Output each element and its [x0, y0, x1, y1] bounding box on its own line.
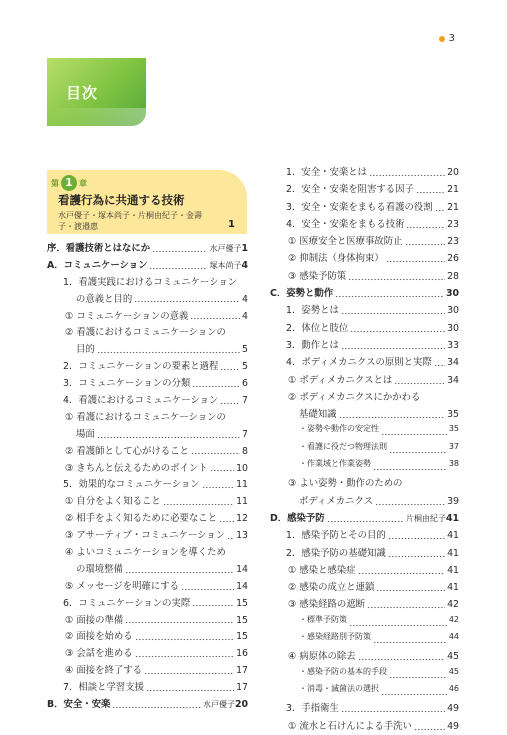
- toc-entry[interactable]: [270, 458, 459, 475]
- toc-entry-title: ① 流水と石けんによる手洗い: [288, 720, 412, 732]
- toc-entry[interactable]: [270, 406, 459, 423]
- toc-entry-title: ・作業域と作業姿勢: [299, 459, 371, 469]
- toc-entry-title: 場面: [76, 428, 95, 440]
- toc-entry[interactable]: [270, 441, 459, 458]
- toc-entry[interactable]: [270, 216, 459, 233]
- toc-entry-author: 片桐由紀子: [405, 513, 446, 523]
- toc-entry[interactable]: [47, 308, 248, 325]
- toc-entry-title: B．安全・安楽: [47, 699, 111, 711]
- toc-entry-title: ③ 感染経路の遮断: [288, 599, 366, 611]
- toc-entry-author: 水戸優子: [202, 700, 235, 710]
- toc-entry-title: ③ アサーティブ・コミュニケーション: [65, 530, 226, 542]
- toc-entry[interactable]: [47, 409, 248, 426]
- dot-leader: [125, 612, 234, 629]
- dot-leader: [350, 320, 445, 337]
- toc-entry-title: ボディメカニクス: [299, 495, 374, 507]
- dot-leader: [219, 510, 234, 527]
- dot-leader: [135, 628, 234, 645]
- toc-entry-page: 15: [236, 597, 248, 609]
- toc-entry-title: ③ よい姿勢・動作のための: [288, 478, 403, 490]
- toc-entry-title: の意義と目的: [76, 293, 133, 305]
- toc-entry-page: 35: [447, 409, 459, 421]
- toc-entry-title: 1．感染予防とその目的: [286, 530, 386, 542]
- toc-entry[interactable]: [270, 320, 459, 337]
- toc-entry[interactable]: [47, 257, 248, 274]
- dot-leader: [146, 679, 234, 696]
- dot-leader: [434, 354, 445, 371]
- toc-entry-title: ⑤ メッセージを明確にする: [65, 580, 179, 592]
- chapter-title: 看護行為に共通する技術: [58, 193, 185, 207]
- chapter-authors: 水戸優子・塚本尚子・片桐由紀子・金壽子・渡邉惠: [58, 211, 202, 231]
- toc-entry-title: ② 相手をよく知るために必要なこと: [65, 513, 218, 525]
- chapter-heading[interactable]: [47, 170, 247, 234]
- toc-entry-page: 7: [242, 395, 248, 407]
- toc-entry[interactable]: [270, 631, 459, 648]
- dot-leader: [348, 268, 445, 285]
- toc-entry[interactable]: [47, 324, 248, 341]
- toc-entry-page: 11: [236, 479, 248, 491]
- toc-entry-page: 17: [236, 682, 248, 694]
- toc-entry-title: 目的: [76, 344, 95, 356]
- toc-entry-title: 3．コミュニケーションの分類: [63, 378, 191, 390]
- toc-entry-page: 14: [236, 580, 248, 592]
- dot-leader: [163, 493, 234, 510]
- toc-entry-title: 5．効果的なコミュニケーション: [63, 479, 200, 491]
- dot-leader: [135, 645, 234, 662]
- toc-entry[interactable]: [270, 372, 459, 389]
- toc-entry-title: ① 看護におけるコミュニケーションの: [65, 411, 226, 423]
- toc-entry[interactable]: [270, 423, 459, 440]
- toc-entry-page: 1: [241, 243, 248, 254]
- dot-leader: [394, 372, 445, 389]
- toc-entry-page: 16: [236, 648, 248, 660]
- toc-entry-title: 序．看護技術とはなにか: [47, 243, 151, 254]
- toc-entry[interactable]: [270, 527, 459, 544]
- chapter-page-number: 1: [228, 219, 235, 230]
- dot-leader: [192, 595, 234, 612]
- toc-entry-page: 7: [242, 428, 248, 440]
- toc-entry-page: 30: [447, 305, 459, 317]
- toc-entry-title: ・消毒・滅菌法の選択: [299, 683, 379, 693]
- toc-entry[interactable]: [47, 358, 248, 375]
- dot-leader: [181, 578, 234, 595]
- toc-entry-title: 6．コミュニケーションの実際: [63, 597, 191, 609]
- toc-entry-page: 38: [448, 459, 459, 469]
- toc-entry-page: 23: [447, 218, 459, 230]
- toc-entry-page: 20: [447, 167, 459, 178]
- dot-leader: [190, 308, 240, 325]
- toc-entry-title: 3．動作とは: [286, 339, 339, 351]
- dot-leader: [125, 561, 234, 578]
- toc-entry-title: 7．相談と学習支援: [63, 682, 144, 694]
- toc-entry-title: 4．安全・安楽をまもる技術: [286, 218, 405, 230]
- toc-entry[interactable]: [270, 475, 459, 492]
- toc-entry-page: 20: [234, 699, 248, 711]
- toc-entry-title: 2．体位と肢位: [286, 322, 349, 334]
- toc-entry-title: 1．安全・安楽とは: [286, 167, 367, 178]
- dot-leader: [376, 579, 445, 596]
- toc-entry[interactable]: [47, 645, 248, 662]
- toc-entry[interactable]: [47, 679, 248, 696]
- toc-entry[interactable]: [47, 595, 248, 612]
- toc-entry-page: 35: [448, 424, 459, 434]
- toc-entry[interactable]: [47, 493, 248, 510]
- toc-entry-title: ② 面接を始める: [65, 631, 133, 643]
- dot-leader: [358, 562, 445, 579]
- toc-entry[interactable]: [270, 666, 459, 683]
- toc-entry-title: D．感染予防: [270, 512, 325, 524]
- toc-entry[interactable]: [47, 274, 248, 291]
- toc-entry-page: 42: [448, 614, 459, 624]
- toc-entry-page: 6: [242, 378, 248, 390]
- toc-entry[interactable]: [270, 562, 459, 579]
- toc-entry[interactable]: [47, 341, 248, 358]
- toc-entry[interactable]: [270, 683, 459, 700]
- dot-leader: [97, 341, 240, 358]
- dot-leader: [341, 700, 445, 717]
- toc-entry-title: ② 感染の成立と連鎖: [288, 582, 375, 594]
- dot-leader: [327, 510, 404, 527]
- dot-leader: [210, 460, 234, 477]
- toc-entry-page: 10: [236, 462, 248, 474]
- toc-entry-title: ④ よいコミュニケーションを導くため: [65, 547, 226, 559]
- toc-entry-page: 41: [447, 564, 459, 576]
- toc-entry[interactable]: [47, 696, 248, 713]
- toc-entry[interactable]: [270, 545, 459, 562]
- chapter-label: [51, 175, 87, 191]
- toc-entry[interactable]: [47, 510, 248, 527]
- toc-entry-page: 26: [447, 253, 459, 265]
- dot-leader: [227, 527, 234, 544]
- toc-entry-title: ・標準予防策: [299, 614, 347, 624]
- dot-leader: [341, 302, 445, 319]
- toc-entry-title: ① 面接の準備: [65, 614, 124, 626]
- toc-entry-title: 4．ボディメカニクスの原則と実際: [286, 357, 432, 369]
- dot-leader: [386, 250, 445, 267]
- toc-entry-page: 14: [236, 563, 248, 575]
- toc-entry-title: ・看護に役だつ物理法則: [299, 441, 387, 451]
- toc-entry-title: ② ボディメカニクスにかかわる: [288, 391, 421, 403]
- toc-column-left: [47, 240, 248, 713]
- toc-entry-page: 21: [447, 184, 459, 196]
- toc-entry[interactable]: [270, 389, 459, 406]
- dot-leader: [405, 233, 446, 250]
- dot-leader: [369, 164, 445, 181]
- toc-entry[interactable]: [47, 527, 248, 544]
- dot-leader: [149, 257, 207, 274]
- toc-entry[interactable]: [270, 268, 459, 285]
- toc-entry[interactable]: [270, 233, 459, 250]
- toc-entry[interactable]: [270, 354, 459, 371]
- chapter-number-badge: 1: [61, 175, 77, 191]
- toc-entry-title: ② 抑制法（身体拘束）: [288, 253, 384, 265]
- toc-entry-title: ② 看護師として心がけること: [65, 445, 189, 457]
- dot-leader: [339, 406, 446, 423]
- dot-leader: [358, 648, 445, 665]
- toc-entry-title: ③ 会話を進める: [65, 648, 133, 660]
- dot-leader: [191, 443, 240, 460]
- dot-leader: [381, 683, 447, 700]
- toc-entry-title: 2．コミュニケーションの要素と過程: [63, 361, 219, 373]
- toc-entry-page: 41: [445, 512, 459, 524]
- toc-entry-page: 34: [447, 357, 459, 369]
- toc-entry-title: 2．感染予防の基礎知識: [286, 547, 386, 559]
- dot-leader: [97, 426, 240, 443]
- dot-leader: [202, 476, 234, 493]
- dot-leader: [381, 423, 447, 440]
- toc-entry-page: 11: [236, 496, 248, 508]
- toc-entry-page: 34: [447, 374, 459, 386]
- dot-leader: [367, 596, 445, 613]
- toc-entry-author: 塚本尚子: [209, 260, 242, 270]
- toc-entry[interactable]: [47, 662, 248, 679]
- dot-leader: [220, 358, 240, 375]
- toc-entry-page: 44: [448, 632, 459, 642]
- toc-entry[interactable]: [270, 285, 459, 302]
- toc-entry-page: 41: [447, 530, 459, 542]
- toc-entry[interactable]: [47, 561, 248, 578]
- toc-entry-page: 8: [242, 445, 248, 457]
- toc-entry-title: ① 医療安全と医療事故防止: [288, 236, 403, 248]
- toc-entry-page: 5: [242, 344, 248, 356]
- toc-entry[interactable]: [270, 250, 459, 267]
- dot-leader: [134, 291, 240, 308]
- toc-entry-title: ④ 病原体の除去: [288, 651, 356, 663]
- dot-leader: [414, 718, 445, 735]
- toc-entry-page: 15: [236, 631, 248, 643]
- toc-entry-title: の環境整備: [76, 563, 123, 575]
- toc-entry-author: 水戸優子: [209, 244, 242, 253]
- toc-entry[interactable]: [47, 460, 248, 477]
- toc-entry[interactable]: [270, 648, 459, 665]
- dot-leader: [373, 458, 447, 475]
- dot-leader: [375, 493, 445, 510]
- dot-leader: [220, 392, 240, 409]
- toc-entry-title: ① 感染と感染症: [288, 564, 356, 576]
- toc-entry-title: 3．安全・安楽をまもる看護の役割: [286, 201, 433, 213]
- toc-entry[interactable]: [47, 426, 248, 443]
- toc-entry-page: 5: [242, 361, 248, 373]
- dot-leader: [373, 631, 447, 648]
- dot-leader: [435, 199, 445, 216]
- toc-entry[interactable]: [270, 493, 459, 510]
- toc-entry-page: 45: [448, 666, 459, 676]
- toc-entry-title: 1．看護実践におけるコミュニケーション: [63, 276, 238, 288]
- toc-entry[interactable]: [47, 392, 248, 409]
- chapter-label-suffix: 章: [79, 178, 87, 188]
- toc-entry-title: 4．看護におけるコミュニケーション: [63, 395, 219, 407]
- dot-leader: [406, 216, 445, 233]
- dot-leader: [152, 240, 207, 257]
- toc-entry-title: 2．安全・安楽を阻害する因子: [286, 184, 414, 196]
- toc-entry-page: 42: [447, 599, 459, 611]
- dot-leader: [335, 285, 444, 302]
- toc-entry[interactable]: [47, 544, 248, 561]
- toc-entry[interactable]: [47, 628, 248, 645]
- toc-entry-page: 15: [236, 614, 248, 626]
- toc-entry-page: 4: [241, 259, 248, 271]
- toc-entry-title: 1．姿勢とは: [286, 305, 339, 317]
- dot-leader: [144, 662, 234, 679]
- toc-entry[interactable]: [270, 700, 459, 717]
- toc-entry-title: ・感染経路別予防策: [299, 632, 371, 642]
- toc-entry-page: 37: [448, 441, 459, 451]
- toc-entry-page: 13: [236, 530, 248, 542]
- chapter-label-prefix: 第: [51, 178, 59, 188]
- toc-entry[interactable]: [270, 181, 459, 198]
- toc-entry-page: 30: [445, 288, 459, 300]
- toc-title: 目次: [66, 84, 99, 102]
- toc-entry-page: 23: [447, 236, 459, 248]
- toc-entry[interactable]: [270, 337, 459, 354]
- toc-entry-title: ② 看護におけるコミュニケーションの: [65, 327, 226, 339]
- page-number: 3: [448, 33, 455, 44]
- toc-entry[interactable]: [270, 164, 459, 181]
- toc-entry-title: ③ 感染予防策: [288, 270, 347, 282]
- toc-entry-title: ① ボディメカニクスとは: [288, 374, 393, 386]
- toc-entry[interactable]: [47, 291, 248, 308]
- toc-entry-title: ・姿勢や動作の安定性: [299, 424, 379, 434]
- toc-entry-title: ④ 面接を終了する: [65, 665, 143, 677]
- toc-entry-title: 基礎知識: [299, 409, 337, 421]
- toc-entry[interactable]: [270, 718, 459, 735]
- toc-entry[interactable]: [270, 614, 459, 631]
- dot-leader: [388, 527, 445, 544]
- dot-leader: [341, 337, 445, 354]
- toc-entry-page: 49: [447, 720, 459, 732]
- toc-entry-page: 41: [447, 547, 459, 559]
- toc-column-right: [270, 164, 459, 735]
- dot-leader: [416, 181, 445, 198]
- toc-entry[interactable]: [270, 510, 459, 527]
- toc-entry-page: 12: [236, 513, 248, 525]
- toc-header-banner: [47, 58, 146, 126]
- toc-entry-page: 49: [447, 703, 459, 715]
- toc-entry-page: 30: [447, 322, 459, 334]
- toc-entry-page: 33: [447, 339, 459, 351]
- toc-entry[interactable]: [47, 578, 248, 595]
- toc-entry-title: ① コミュニケーションの意義: [65, 310, 189, 322]
- dot-leader: [192, 375, 240, 392]
- toc-entry-title: C．姿勢と動作: [270, 288, 334, 300]
- toc-entry-title: 3．手指衛生: [286, 703, 339, 715]
- dot-leader: [349, 614, 447, 631]
- toc-entry-page: 28: [447, 270, 459, 282]
- toc-entry-title: A．コミュニケーション: [47, 259, 148, 271]
- toc-entry[interactable]: [270, 199, 459, 216]
- toc-entry-page: 46: [448, 683, 459, 693]
- toc-entry[interactable]: [47, 240, 248, 257]
- toc-entry[interactable]: [270, 579, 459, 596]
- page-number-dot: [439, 36, 445, 42]
- toc-entry-title: ・感染予防の基本的手段: [299, 666, 387, 676]
- toc-entry[interactable]: [47, 612, 248, 629]
- toc-entry[interactable]: [270, 302, 459, 319]
- toc-entry[interactable]: [47, 476, 248, 493]
- toc-entry-page: 4: [242, 310, 248, 322]
- dot-leader: [389, 666, 447, 683]
- toc-entry-page: 45: [447, 651, 459, 663]
- toc-entry-page: 39: [447, 495, 459, 507]
- dot-leader: [388, 545, 445, 562]
- toc-entry[interactable]: [270, 596, 459, 613]
- toc-entry-title: ① 自分をよく知ること: [65, 496, 161, 508]
- dot-leader: [112, 696, 201, 713]
- toc-entry[interactable]: [47, 443, 248, 460]
- toc-entry-page: 41: [447, 582, 459, 594]
- toc-entry-page: 17: [236, 665, 248, 677]
- toc-entry-page: 4: [242, 293, 248, 305]
- toc-entry-title: ③ きちんと伝えるためのポイント: [65, 462, 208, 474]
- dot-leader: [389, 441, 447, 458]
- toc-entry-page: 21: [447, 201, 459, 213]
- toc-entry[interactable]: [47, 375, 248, 392]
